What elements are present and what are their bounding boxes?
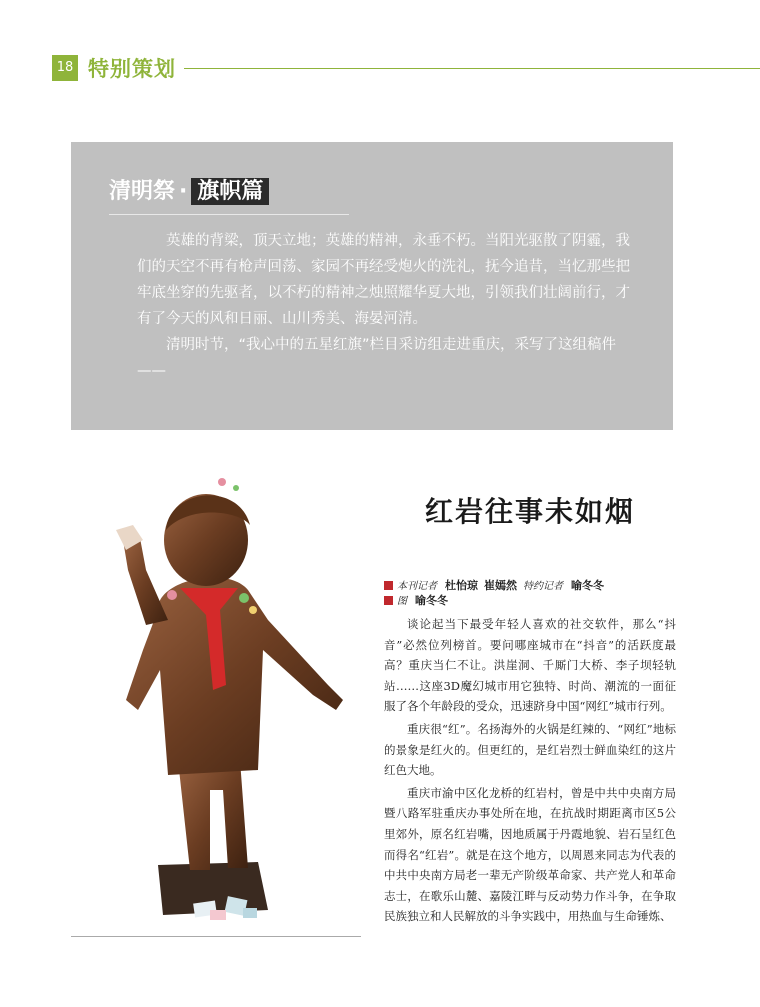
byline-role: 特约记者	[523, 581, 563, 592]
article-paragraph: 谈论起当下最受年轻人喜欢的社交软件，那么“抖音”必然位列榜首。要问哪座城市在“抖音”的活跃度最高？重庆当仁不让。洪崖洞、千厮门大桥、李子坝轻轨站……这座3D魔幻城市用它独特、时尚、潮流的一面征服了各个年龄段的受众，迅速跻身中国“网红”城市行列。	[384, 617, 676, 714]
flower-decoration	[239, 593, 249, 603]
byline	[384, 578, 684, 608]
intro-text	[137, 228, 637, 384]
intro-title-main: 清明祭	[109, 179, 176, 204]
intro-title-sep: ·	[179, 179, 188, 204]
flower-decoration	[249, 606, 257, 614]
intro-title-label: 旗帜篇	[191, 178, 269, 205]
article-title: 红岩往事未如烟	[424, 495, 635, 528]
header-rule	[184, 68, 760, 69]
photo-rule	[71, 936, 361, 937]
byline-tag-icon	[384, 596, 393, 605]
byline-name: 杜怡琼	[445, 579, 478, 592]
article-paragraph: 重庆市渝中区化龙桥的红岩村，曾是中共中央南方局暨八路军驻重庆办事处所在地，在抗战时期距离市区5公里郊外，原名红岩嘴，因地质属于丹霞地貌、岩石呈红色而得名“红岩”。就是在这个地方，以周恩来同志为代表的中共中央南方局老一辈无产阶级革命家、共产党人和革命志士，在歌乐山麓、嘉陵江畔与反动势力作斗争，在争取民族独立和人民解放的斗争实践中，用热血与生命锤炼、	[384, 785, 676, 924]
article-paragraph: 重庆很“红”。名扬海外的火锅是红辣的、“网红”地标的景象是红火的。但更红的，是红岩烈士鲜血染红的这片红色大地。	[384, 721, 676, 778]
byline-name: 喻冬冬	[415, 594, 448, 607]
intro-rule	[109, 214, 349, 215]
byline-name: 喻冬冬	[571, 579, 604, 592]
statue-photo	[98, 470, 358, 935]
statue-raised-arm	[123, 538, 168, 625]
intro-paragraph: 清明时节，“我心中的五星红旗”栏目采访组走进重庆，采写了这组稿件——	[137, 337, 617, 379]
page-number: 18	[52, 55, 78, 81]
flower-decoration	[167, 590, 177, 600]
byline-row	[384, 593, 684, 608]
intro-box	[71, 142, 673, 430]
statue-legs	[178, 760, 248, 870]
flower-decoration	[233, 485, 239, 491]
section-title: 特别策划	[88, 57, 176, 81]
intro-title	[109, 174, 269, 205]
byline-row	[384, 578, 684, 593]
flower-decoration	[218, 478, 226, 486]
article-body	[384, 614, 676, 929]
page-header	[52, 55, 760, 83]
byline-role: 本刊记者	[397, 581, 437, 592]
intro-paragraph: 英雄的背梁，顶天立地；英雄的精神，永垂不朽。当阳光驱散了阴霾，我们的天空不再有枪声回荡、家园不再经受炮火的洗礼，抚今追昔，当忆那些把牢底坐穿的先驱者，以不朽的精神之烛照耀华夏大地，引领我们壮阔前行，才有了今天的风和日丽、山川秀美、海晏河清。	[137, 233, 630, 327]
byline-role: 图	[397, 596, 407, 607]
byline-name: 崔嫣然	[484, 579, 517, 592]
byline-tag-icon	[384, 581, 393, 590]
